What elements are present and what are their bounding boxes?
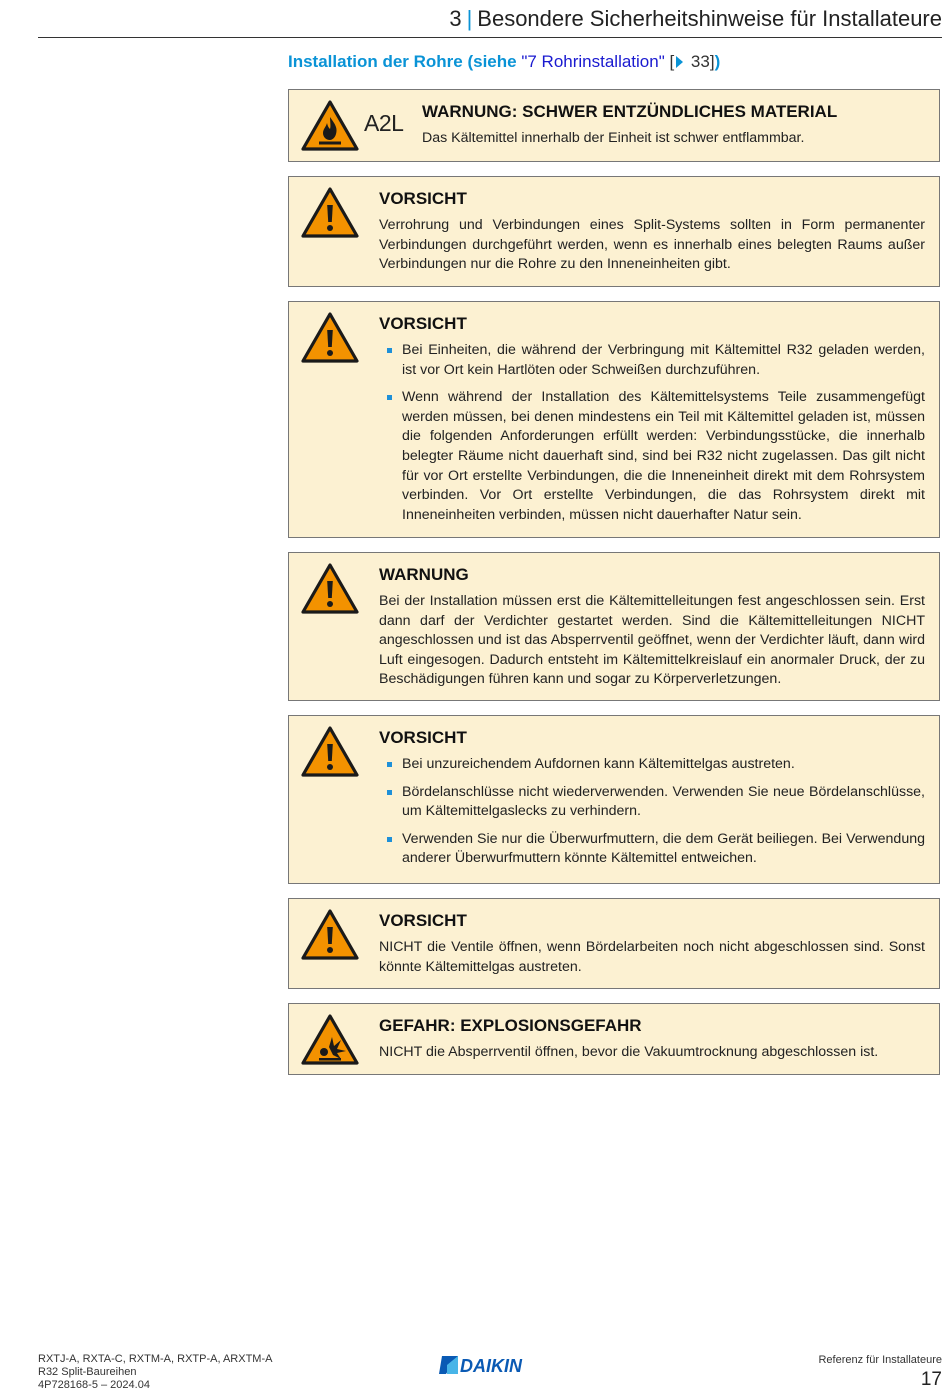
list-item: [379, 830, 925, 869]
notice-bullet-list: [379, 341, 925, 525]
general-warning-icon: [301, 725, 359, 778]
page-ref-arrow-icon[interactable]: [676, 56, 683, 68]
notice-text: NICHT die Ventile öffnen, wenn Bördelarbeiten noch nicht abgeschlossen sind. Sonst könnte Kältemittelgas austreten.: [379, 939, 925, 975]
notice-content: [379, 910, 925, 977]
page-ref-open: [: [664, 52, 675, 71]
notice-title: WARNUNG: [379, 565, 469, 584]
notice-content: [379, 313, 925, 525]
footer-doc-id: 4P728168-5 – 2024.04: [38, 1379, 150, 1391]
footer-left: [38, 1353, 272, 1392]
notice-caution: [288, 715, 940, 884]
chapter-number: 3: [449, 6, 462, 31]
notice-content: [379, 564, 925, 690]
notice-title: VORSICHT: [379, 189, 467, 208]
notice-text: Verrohrung und Verbindungen eines Split-Systems sollten in Form permanenter Verbindungen durchgeführt werden, wenn es innerhalb eines belegten Raums außer Verbindungen nur die Rohre zu den Inneneinheiten gibt.: [379, 217, 925, 273]
general-warning-icon: [301, 908, 359, 961]
notice-caution: [288, 176, 940, 287]
list-item-text: Bei unzureichendem Aufdornen kann Kältemittelgas austreten.: [402, 756, 795, 772]
section-heading: [288, 52, 720, 72]
notice-title: GEFAHR: EXPLOSIONSGEFAHR: [379, 1016, 642, 1035]
flammable-warning-icon: [301, 99, 359, 152]
list-item: [379, 388, 925, 525]
notice-title: WARNUNG: SCHWER ENTZÜNDLICHES MATERIAL: [422, 102, 838, 121]
list-item-text: Wenn während der Installation des Kältemittelsystems Teile zusammengefügt werden müssen, bei denen mindestens ein Teil mit Kältemittel geladen ist, müssen die folgenden Anforderungen erfüllt werden: Verbindungsstücke, die innerhalb belegter Räume nicht dauerhaft sind, sind bei R32 nicht zugelassen. Das gilt nicht für vor Ort erstellte Verbindungen, die die Inneneinheit direkt mit dem Rohrsystem verbinden. Vor Ort erstellte Verbindungen, die das Rohrsystem direkt mit Inneneinheiten verbinden, müssen nicht dauerhafter Natur sein.: [402, 389, 925, 523]
page-ref[interactable]: 33]: [686, 52, 715, 71]
page-number: 17: [920, 1369, 942, 1390]
footer-models: RXTJ-A, RXTA-C, RXTM-A, RXTP-A, ARXTM-A: [38, 1353, 273, 1365]
bullet-icon: [387, 790, 392, 795]
notice-danger-explosion: [288, 1003, 940, 1075]
list-item-text: Bei Einheiten, die während der Verbringung mit Kältemittel R32 geladen werden, ist vor Ort kein Hartlöten oder Schweißen durchzuführen.: [402, 342, 925, 378]
bullet-icon: [387, 837, 392, 842]
footer-series: R32 Split-Baureihen: [38, 1366, 137, 1378]
notice-title: VORSICHT: [379, 728, 467, 747]
notice-text: Das Kältemittel innerhalb der Einheit ist schwer entflammbar.: [422, 130, 805, 146]
chapter-title: Besondere Sicherheitshinweise für Installateure: [477, 6, 942, 31]
header-separator: |: [466, 6, 473, 31]
notice-bullet-list: [379, 755, 925, 869]
list-item-text: Verwenden Sie nur die Überwurfmuttern, die dem Gerät beiliegen. Bei Verwendung anderer Überwurfmuttern könnte Kältemittel entweichen.: [402, 830, 925, 867]
notice-flammable-warning: [288, 89, 940, 162]
a2l-label: A2L: [364, 110, 404, 136]
notice-title: VORSICHT: [379, 314, 467, 333]
notice-title: VORSICHT: [379, 911, 467, 930]
general-warning-icon: [301, 562, 359, 615]
section-heading-text: Installation der Rohre (siehe: [288, 52, 522, 71]
bullet-icon: [387, 348, 392, 353]
general-warning-icon: [301, 311, 359, 364]
footer-reference: Referenz für Installateure: [818, 1354, 942, 1366]
list-item: [379, 341, 925, 380]
page-header: [38, 6, 942, 38]
notice-text: Bei der Installation müssen erst die Kältemittelleitungen fest angeschlossen sein. Erst dann darf der Verdichter gestartet werden. Sind die Kältemittelleitungen NICHT angeschlossen und ist das Absperrventil geöffnet, wenn der Verdichter läuft, dann wird Luft eingesogen. Dadurch entsteht im Kältemittelkreislauf ein anormaler Druck, der zu Beschädigungen führen kann und sogar zu Körperverletzungen.: [379, 593, 925, 688]
notice-content: [379, 727, 925, 869]
notice-text: NICHT die Absperrventil öffnen, bevor die Vakuumtrocknung abgeschlossen ist.: [379, 1044, 879, 1060]
bullet-icon: [387, 762, 392, 767]
notice-caution: [288, 898, 940, 989]
section-link[interactable]: "7 Rohrinstallation": [521, 52, 665, 71]
notice-caution: [288, 301, 940, 538]
notice-warning: [288, 552, 940, 701]
svg-text:DAIKIN: DAIKIN: [460, 1356, 522, 1375]
notice-content: [379, 188, 925, 275]
list-item: [379, 783, 925, 822]
general-warning-icon: [301, 186, 359, 239]
section-heading-close: ): [714, 52, 721, 71]
list-item: [379, 755, 925, 775]
notice-content: [422, 101, 925, 149]
bullet-icon: [387, 395, 392, 400]
list-item-text: Bördelanschlüsse nicht wiederverwenden. Verwenden Sie neue Bördelanschlüsse, um Kältemittelgaslecks zu verhindern.: [402, 783, 925, 820]
notice-content: [379, 1015, 925, 1063]
daikin-logo: [438, 1355, 542, 1375]
explosive-warning-icon: [301, 1013, 359, 1066]
chapter-header: [449, 6, 942, 32]
